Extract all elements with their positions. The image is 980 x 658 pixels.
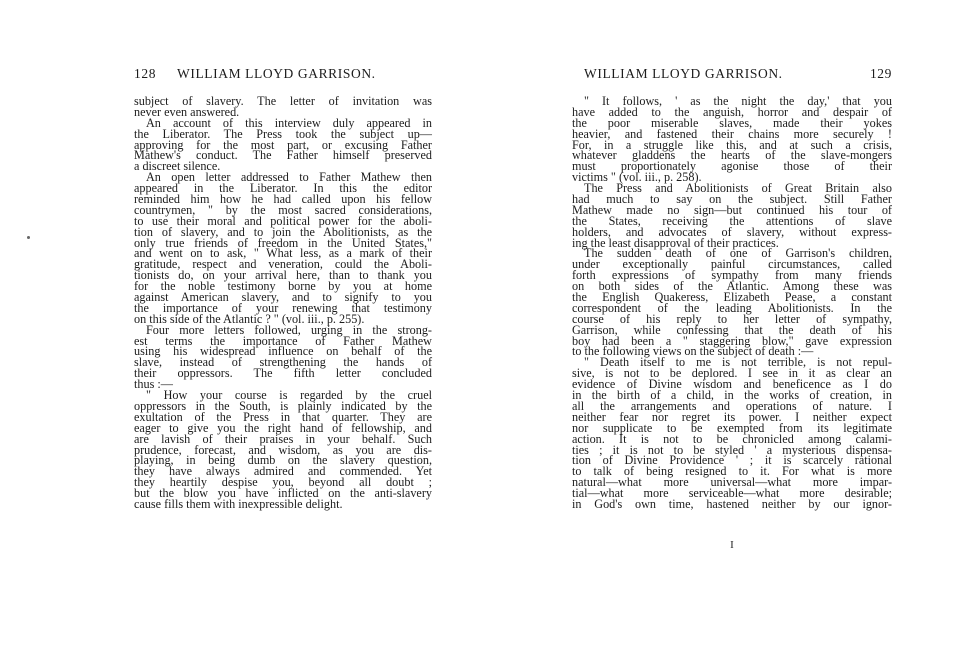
text-line: to use their moral and political power for the aboli- (134, 213, 432, 228)
text-line: forth expressions of sympathy from many friends (572, 268, 892, 283)
text-line: subject of slavery. The letter of invitation was (134, 94, 432, 108)
text-line: their oppressors. The fifth letter concluded (134, 366, 432, 381)
text-line: the importance of your renewing that testimony (134, 300, 432, 315)
text-line: they heartily despise you, beyond all doubt ; (134, 475, 432, 490)
text-line: a discreet silence. (134, 159, 221, 174)
text-line: under exceptionally painful circumstances, called (572, 257, 892, 272)
page-number: 129 (869, 66, 892, 81)
text-line: whatever gladdens the hearts of the slave-mongers (572, 148, 892, 163)
text-line: sive, is not to be deplored. I see in it as clear an (572, 366, 892, 381)
text-line: victims " (vol. iii., p. 258). (572, 170, 702, 185)
body-text (572, 96, 892, 510)
text-line: in the birth of a child, in the works of creation, in (572, 388, 892, 403)
text-line: ties ; it is not to be styled ' a mysterious dispensa- (572, 442, 892, 457)
text-line: they have always admired and commended. Yet (134, 464, 432, 479)
text-line: neither fear nor regret its power. I neither expect (572, 409, 892, 424)
text-line: the Liberator. The Press took the subject up— (134, 126, 432, 141)
text-line: tionists do, on your arrival here, than to thank you (134, 268, 432, 283)
text-line: approving for the most part, or excusing Father (134, 137, 432, 152)
text-line: appeared in the Liberator. In this the editor (134, 181, 432, 196)
text-line: but the blow you have inflicted on the anti-slavery (134, 486, 432, 501)
text-line: Mathew made no sign—but continued his tour of (572, 202, 892, 217)
text-line: and went on to ask, " What less, as a mark of their (134, 246, 432, 261)
text-line: evidence of Divine wisdom and beneficence as I do (572, 377, 892, 392)
text-line: prudence, forecast, and wisdom, as you are dis- (134, 442, 432, 457)
text-line: to the following views on the subject of death :— (572, 344, 814, 359)
text-line: holders, and advocates of slavery, without express- (572, 224, 892, 239)
text-line: cause fills them with inexpressible delight. (134, 496, 343, 511)
text-line: natural—what more universal—what more impar- (572, 475, 892, 490)
text-line: The Press and Abolitionists of Great Britain also (584, 181, 892, 196)
text-line: boy had been a " staggering blow," gave expression (572, 333, 892, 348)
text-line: thus :— (134, 377, 173, 392)
text-line: For, in a struggle like this, and at such a crisis, (572, 137, 892, 152)
text-line: tion of Divine Providence ' ; it is scarcely rational (572, 453, 892, 468)
text-line: correspondent of the leading Abolitionists. In the (572, 300, 892, 315)
text-line: oppressors in the South, is plainly indicated by the (134, 398, 432, 413)
text-line: nor supplicate to be exempted from its legitimate (572, 420, 892, 435)
text-line: the English Quakeress, Elizabeth Pease, a constant (572, 290, 892, 305)
signature-mark: I (730, 539, 734, 551)
text-line: Mathew's conduct. The Father himself preserved (134, 148, 432, 163)
text-line: the States, receiving the attentions of slave (572, 213, 892, 228)
text-line: on this side of the Atlantic ? " (vol. iii., p. 255). (134, 311, 365, 326)
text-line: playing, in being dumb on the slavery question, (134, 453, 432, 468)
text-line: for the noble testimony borne by you at home (134, 279, 432, 294)
text-line: only true friends of freedom in the United States," (134, 235, 432, 250)
text-line: on both sides of the Atlantic. Among these was (572, 279, 892, 294)
text-line: are lavish of their praises in your behalf. Such (134, 431, 432, 446)
text-line: ing the least disapproval of their practices. (572, 235, 779, 250)
text-line: " How your course is regarded by the cruel (146, 388, 432, 403)
margin-mark (27, 236, 30, 239)
text-line: The sudden death of one of Garrison's children, (584, 246, 892, 261)
text-line: Garrison, while confessing that the death of his (572, 322, 892, 337)
text-line: An open letter addressed to Father Mathew then (146, 170, 432, 185)
text-line: in God's own time, hastened neither by our ignor- (572, 496, 892, 511)
running-head: WILLIAM LLOYD GARRISON. (584, 66, 783, 81)
text-line: Four more letters followed, urging in the strong- (146, 322, 432, 337)
text-line: " It follows, ' as the night the day,' that you (584, 94, 892, 108)
text-line: eager to give you the right hand of fellowship, and (134, 420, 432, 435)
text-line: exultation of the Press in that quarter. They are (134, 409, 432, 424)
text-line: against American slavery, and to signify to you (134, 290, 432, 305)
text-line: gratitude, respect and veneration, could the Aboli- (134, 257, 432, 272)
text-line: heavier, and fastened their chains more securely ! (572, 126, 892, 141)
text-line: had much to say on the subject. Still Father (572, 192, 892, 207)
text-line: must proportionately agonise those of their (572, 159, 892, 174)
text-line: An account of this interview duly appeared in (146, 115, 432, 130)
page-header (134, 66, 432, 84)
text-line: tial—what more serviceable—what more desirable; (572, 486, 892, 501)
text-line: est terms the importance of Father Mathew (134, 333, 432, 348)
page-number: 128 (134, 66, 157, 81)
text-line: using his widespread influence on behalf of the (134, 344, 432, 359)
text-line: countrymen, " by the most sacred considerations, (134, 202, 432, 217)
text-line: slave, instead of strengthening the hands of (134, 355, 432, 370)
text-line: to talk of being resigned to it. For what is more (572, 464, 892, 479)
page-header (572, 66, 892, 84)
text-line: the poor miserable slaves, made their yokes (572, 115, 892, 130)
text-line: have added to the anguish, horror and despair of (572, 104, 892, 119)
text-line: course of his reply to her letter of sympathy, (572, 311, 892, 326)
text-line: reminded him how he had called upon his fellow (134, 192, 432, 207)
running-head: WILLIAM LLOYD GARRISON. (177, 66, 376, 81)
text-line: tion of slavery, and to join the Abolitionists, as the (134, 224, 432, 239)
body-text (134, 96, 432, 510)
text-line: all the arrangements and operations of nature. I (572, 398, 892, 413)
text-line: action. It is not to be chronicled among calami- (572, 431, 892, 446)
right-page (490, 0, 980, 658)
text-line: never even answered. (134, 104, 240, 119)
text-line: " Death itself to me is not terrible, is not repul- (584, 355, 892, 370)
